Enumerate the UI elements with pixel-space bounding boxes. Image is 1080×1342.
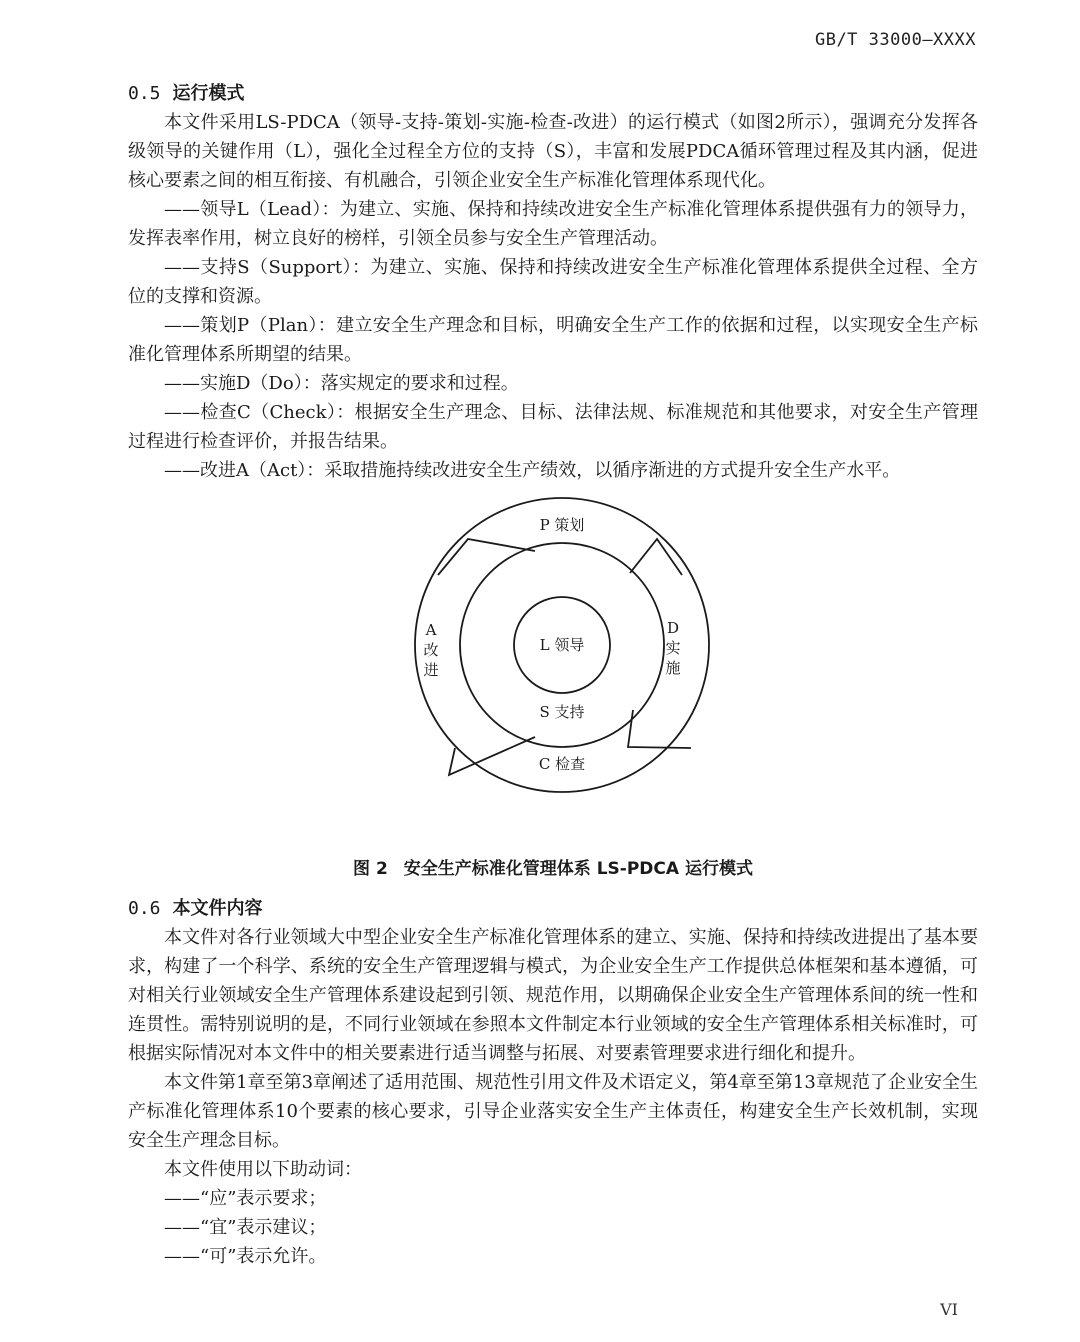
label-do-char1: 实 — [665, 639, 681, 657]
item-do: ——实施D（Do）：落实规定的要求和过程。 — [164, 373, 519, 394]
figure-caption-number: 图 2 — [353, 859, 388, 879]
item-lead: ——领导L（Lead）：为建立、实施、保持和持续改进安全生产标准化管理体系提供强有力的领导力，发挥表率作用，树立良好的榜样，引领全员参与安全生产管理活动。 — [128, 199, 978, 249]
cycle-arrow-top-left — [438, 539, 535, 575]
figure-caption — [128, 855, 978, 884]
section-05-title: 运行模式 — [172, 83, 245, 104]
section-06-title: 本文件内容 — [172, 898, 263, 919]
label-act-letter: A — [425, 621, 437, 639]
section-06-number: 0.6 — [128, 898, 161, 919]
section-05-intro: 本文件采用LS-PDCA（领导-支持-策划-实施-检查-改进）的运行模式（如图2所示），强调充分发挥各级领导的关键作用（L），强化全过程全方位的支持（S），丰富和发展PDCA循环管理过程及其内涵，促进核心要素之间的相互衔接、有机融合，引领企业安全生产标准化管理体系现代化。 — [128, 112, 978, 191]
section-06-paragraph-3: 本文件使用以下助动词： — [164, 1159, 362, 1180]
standard-code: GB/T 33000—XXXX — [814, 30, 976, 50]
label-act-char2: 进 — [423, 661, 439, 679]
item-plan: ——策划P（Plan）：建立安全生产理念和目标，明确安全生产工作的依据和过程，以实现安全生产标准化管理体系所期望的结果。 — [128, 315, 978, 365]
ls-pdca-svg — [128, 495, 978, 851]
section-06-paragraph-2: 本文件第1章至第3章阐述了适用范围、规范性引用文件及术语定义，第4章至第13章规范了企业安全生产标准化管理体系10个要素的核心要求，引导企业落实安全生产主体责任，构建安全生产长效机制，实现安全生产理念目标。 — [128, 1072, 978, 1151]
item-check: ——检查C（Check）：根据安全生产理念、目标、法律法规、标准规范和其他要求，对安全生产管理过程进行检查评价，并报告结果。 — [128, 402, 978, 452]
section-06-heading — [128, 894, 978, 923]
verb-may: ——“可”表示允许。 — [164, 1246, 327, 1267]
label-lead: L 领导 — [539, 636, 585, 654]
label-do-char2: 施 — [665, 659, 681, 677]
label-act-char1: 改 — [423, 641, 439, 659]
cycle-arrow-bottom-left — [449, 737, 535, 775]
verb-should: ——“应”表示要求； — [164, 1188, 327, 1209]
section-06-paragraph-1: 本文件对各行业领域大中型企业安全生产标准化管理体系的建立、实施、保持和持续改进提出了基本要求，构建了一个科学、系统的安全生产管理逻辑与模式，为企业安全生产工作提供总体框架和基本遵循，可对相关行业领域安全生产管理体系建设起到引领、规范作用，以期确保企业安全生产管理体系间的统一性和连贯性。需特别说明的是，不同行业领域在参照本文件制定本行业领域的安全生产管理体系相关标准时，可根据实际情况对本文件中的相关要素进行适当调整与拓展、对要素管理要求进行细化和提升。 — [128, 927, 978, 1064]
section-05-heading — [128, 79, 978, 108]
page-number: VI — [940, 1300, 958, 1319]
label-check: C 检查 — [538, 755, 586, 773]
label-plan: P 策划 — [539, 516, 585, 534]
section-05-number: 0.5 — [128, 83, 161, 104]
label-support: S 支持 — [539, 703, 585, 721]
verb-recommended: ——“宜”表示建议； — [164, 1217, 327, 1238]
figure-caption-text: 安全生产标准化管理体系 LS-PDCA 运行模式 — [403, 859, 753, 879]
item-support: ——支持S（Support）：为建立、实施、保持和持续改进安全生产标准化管理体系提供全过程、全方位的支撑和资源。 — [128, 257, 978, 307]
document-body — [128, 79, 978, 1271]
cycle-arrow-top-right — [630, 539, 682, 575]
label-do-letter: D — [666, 619, 680, 637]
ls-pdca-diagram — [128, 495, 978, 851]
item-act: ——改进A（Act）：采取措施持续改进安全生产绩效，以循序渐进的方式提升安全生产水平。 — [164, 460, 901, 481]
